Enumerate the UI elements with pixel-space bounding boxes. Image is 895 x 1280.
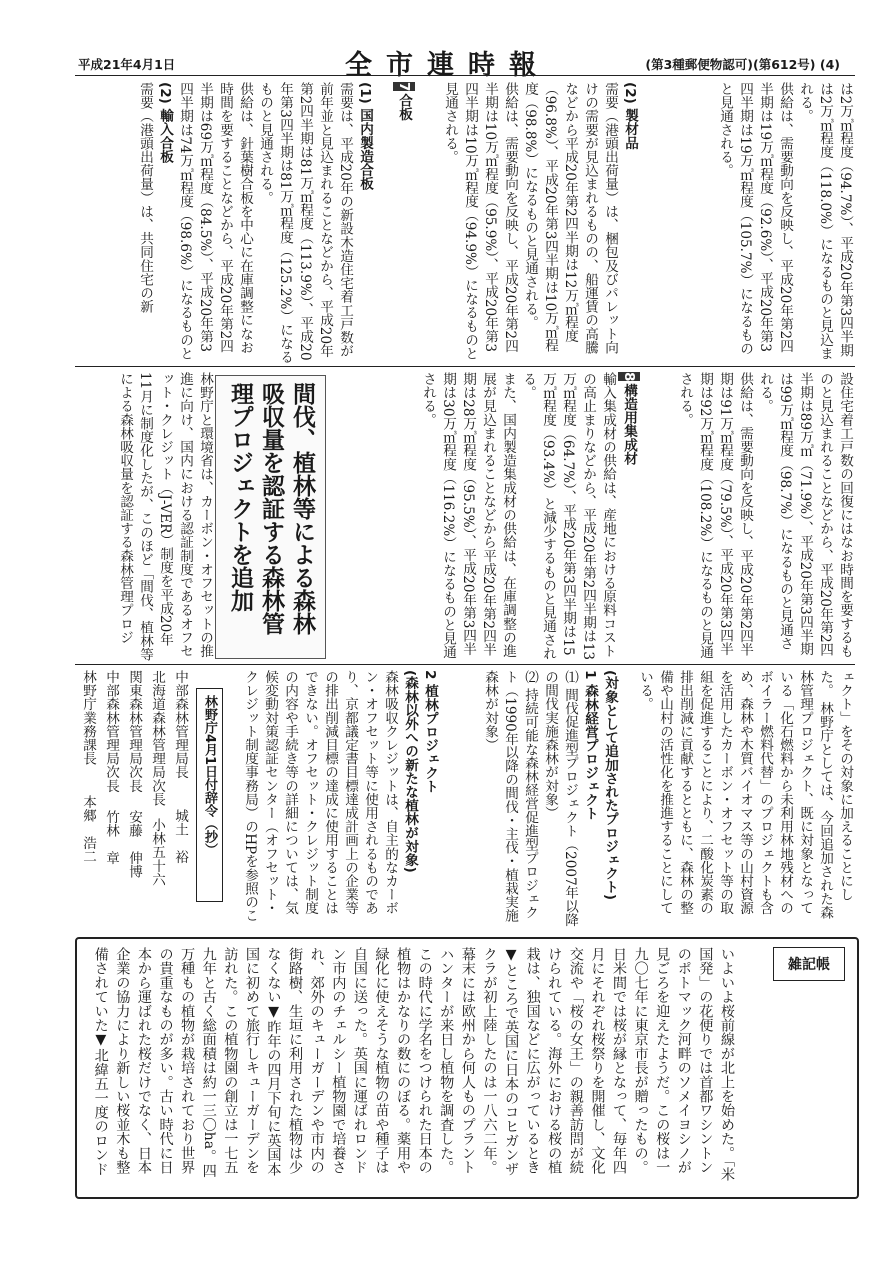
yunyu-body: 需要（港頭出荷量）は、共同住宅の新 bbox=[137, 82, 153, 314]
essay-box bbox=[75, 937, 859, 1199]
personnel-row bbox=[168, 670, 190, 928]
bottom-right-body: ェクト」をその対象に加えることにした。 林野庁としては、今回追加された森林管理プロジェクト、既に対象となっている「化石燃料から未利用林地残材へのボイラー燃料代替」のプロジェクトも含め、森林や木質バイオマス等の山村資源を活用したカーボン・オフセット等の取組を促進することにより、二酸化炭素の排出削減に貢献するとともに、森林の整備や山村の活性化を推進することにしている。 bbox=[637, 670, 853, 920]
essay-label: 雑記帳 bbox=[773, 947, 845, 981]
proj2-article bbox=[240, 670, 440, 928]
personnel-post: 中部森林管理局長 bbox=[172, 670, 188, 779]
seizai-heading: (2) 製材品 bbox=[622, 82, 638, 150]
personnel-post: 北海道森林管理局次長 bbox=[149, 670, 165, 806]
personnel-row bbox=[145, 670, 167, 928]
proj1-item1: ⑴ 間伐促進型プロジェクト（2007年以降の間伐実施森林が対象） bbox=[542, 670, 578, 927]
added-projects-heading: (対象として追加されたプロジェクト) bbox=[602, 670, 618, 901]
kokunai-article bbox=[175, 82, 375, 364]
top-right-article bbox=[640, 82, 855, 364]
proj2-subheading: (森林以外への新たな植林が対象) bbox=[402, 670, 418, 873]
seizai-article bbox=[415, 82, 640, 364]
personnel-row bbox=[99, 670, 121, 928]
article-lead bbox=[75, 372, 215, 662]
section7-title: 合板 bbox=[396, 93, 412, 121]
personnel-name: 本郷 浩二 bbox=[80, 795, 96, 864]
essay-body-top bbox=[89, 947, 737, 1185]
proj2-body: 森林吸収クレジットは、自主的なカーボン・オフセット等に使用されるものであり、京都議定書目標達成計画上の企業等の排出削減目標の達成に使用することはできない。オフセット・クレジット制度の内容や手続き等の詳細については、気候変動対策認証センター（オフセット・クレジット制度事務局）のHPを参照のこ bbox=[242, 670, 398, 923]
personnel-name: 竹林 章 bbox=[103, 810, 119, 865]
personnel-post: 林野庁業務課長 bbox=[80, 670, 96, 766]
kokunai-body: 需要は、平成20年の新設木造住宅着工戸数が前年並と見込まれることなどから、平成20年第2四半期は81万㎥程度（113.9%）、平成20年第3四半期は81万㎥程度（125.2%）になるものと見通される。 供給は、針葉樹合板を中心に在庫調整になお時間を要することなどから、平成20年第2四半期は69万㎥程度（84.5%）、平成20年第3四半期は74万㎥程度（98.6%）になるものと bbox=[177, 82, 353, 364]
section-divider-2 bbox=[75, 664, 855, 665]
section8-title: 構造用集成材 bbox=[621, 383, 637, 466]
personnel-notice-title: 林野庁4月1日付辞令（抄） bbox=[196, 688, 223, 902]
section-divider-1 bbox=[75, 366, 855, 367]
article-headline: 間伐、植林等による森林吸収量を認証する森林管理プロジェクトを追加 bbox=[215, 375, 326, 659]
header-title: 全市連時報 bbox=[345, 50, 550, 81]
header-rule bbox=[75, 75, 855, 76]
article-lead-body: 林野庁と環境省は、カーボン・オフセットの推進に向け、国内における認証制度であるオフセット・クレジット（J-VER）制度を平成20年11月に制度化したが、このほど「間伐、植林等による森林吸収量を認証する森林管理プロジ bbox=[117, 372, 213, 662]
mid-right-body: 設住宅着工戸数の回復にはなお時間を要するものと見込まれることなどから、平成20年第2四半期は89万㎥（71.9%）、平成20年第3四半期は99万㎥程度（98.7%）になるものと見通される。 供給は、需要動向を反映し、平成20年第2四半期は91万㎥程度（79.5%）、平成20年第3四半期は92万㎥程度（108.2%）になるものと見通される。 bbox=[677, 372, 853, 659]
seizai-body: 需要（港頭出荷量）は、梱包及びパレット向けの需要が見込まれるものの、船運賃の高騰などから平成20年第2四半期は12万㎥程度（96.8%）、平成20年第3四半期は10万㎥程度（98.8%）になるものと見通される。 供給は、需要動向を反映し、平成20年第2四半期は10万㎥程度（95.9%）、平成20年第3四半期は10万㎥程度（94.9%）になるものと見通される。 bbox=[442, 82, 618, 361]
project-list bbox=[440, 670, 620, 928]
proj1-item2: ⑵ 持続可能な森林経営促進型プロジェクト（1990年以降の間伐・主伐・植栽実施森林が対象） bbox=[482, 670, 538, 923]
top-right-body: は2万㎥程度（94.7%）、平成20年第3四半期は2万㎥程度（118.0%）になるものと見込まれる。 供給は、需要動向を反映し、平成20年第2四半期は19万㎥程度（92.6%）、平成20年第3四半期は19万㎥程度（105.7%）になるものと見通される。 bbox=[717, 82, 853, 361]
personnel-list bbox=[75, 670, 190, 928]
personnel-name: 城土 裕 bbox=[172, 808, 188, 864]
personnel-row bbox=[76, 670, 98, 928]
yunyu-article bbox=[75, 82, 175, 364]
personnel-name: 小林五十六 bbox=[149, 818, 165, 886]
section7-number: 7 bbox=[393, 82, 415, 91]
bottom-right-article bbox=[620, 670, 855, 928]
kozo-article bbox=[370, 372, 640, 662]
header-date: 平成21年4月1日 bbox=[78, 57, 176, 72]
personnel-name: 安藤 伸博 bbox=[126, 810, 142, 879]
proj2-heading: 2 植林プロジェクト bbox=[422, 670, 438, 793]
kokunai-heading: (1) 国内製造合板 bbox=[357, 82, 373, 191]
mid-right-article bbox=[640, 372, 855, 662]
header-issue-info: (第3種郵便物認可)(第612号) (4) bbox=[645, 57, 840, 72]
section7-heading bbox=[375, 82, 415, 364]
section8-number: 8 bbox=[618, 372, 640, 381]
kozo-body: 輸入集成材の供給は、産地における原料コストの高止まりなどから、平成20年第2四半期は13万㎥程度（64.7%）、平成20年第3四半期は15万㎥程度（93.4%）と減少するものと見通される。 また、国内製造集成材の供給は、在庫調整の進展が見込まれることなどから平成20年第2四半期は28万㎥程度（95.5%）、平成20年第3四半期は30万㎥程度（116.2%）になるものと見通される。 bbox=[420, 372, 616, 661]
yunyu-heading: (2) 輸入合板 bbox=[157, 82, 173, 164]
personnel-row bbox=[122, 670, 144, 928]
proj1-heading: 1 森林経営プロジェクト bbox=[582, 670, 598, 821]
personnel-post: 中部森林管理局次長 bbox=[103, 670, 119, 793]
essay-body: いよいよ桜前線が北上を始めた。「米国発」の花便りでは首都ワシントンのポトマック河畔のソメイヨシノが見ごろを迎えたようだ。この桜は一九〇七年に東京市長が贈ったもの。日米間では桜が縁となって、毎年四月にそれぞれ桜祭りを開催し、文化交流や「桜の女王」の親善訪問が続けられている。海外における桜の植栽は、独国などに広がっているとき▼ところで英国に日本のコヒガンザクラが初上陸したのは一八六二年。幕末には欧州から何人ものプラントハンターが来日し植物を調査した。この時代に学名をつけられた日本の植物はかなりの数にのぼる。薬用や緑化に使えそうな植物の苗や種子は自国に送った。英国に運ばれロンドン市内のチェルシー植物園で培養され、郊外のキューガーデンや市内の街路樹、生垣に利用された植物は少なくない▼昨年の四月下旬に英国本国に初めて旅行しキューガーデンを訪れた。この植物園の創立は一七五九年と古く総面積は約一三〇ha。四万種もの植物が栽培されており世界の貴重なものが多い。古い時代に日本から運ばれた桜だけでなく、日本企業の協力により新しい桜並木も整備されていた▼北緯五一度のロンド bbox=[92, 947, 735, 1182]
personnel-post: 関東森林管理局次長 bbox=[126, 670, 142, 793]
